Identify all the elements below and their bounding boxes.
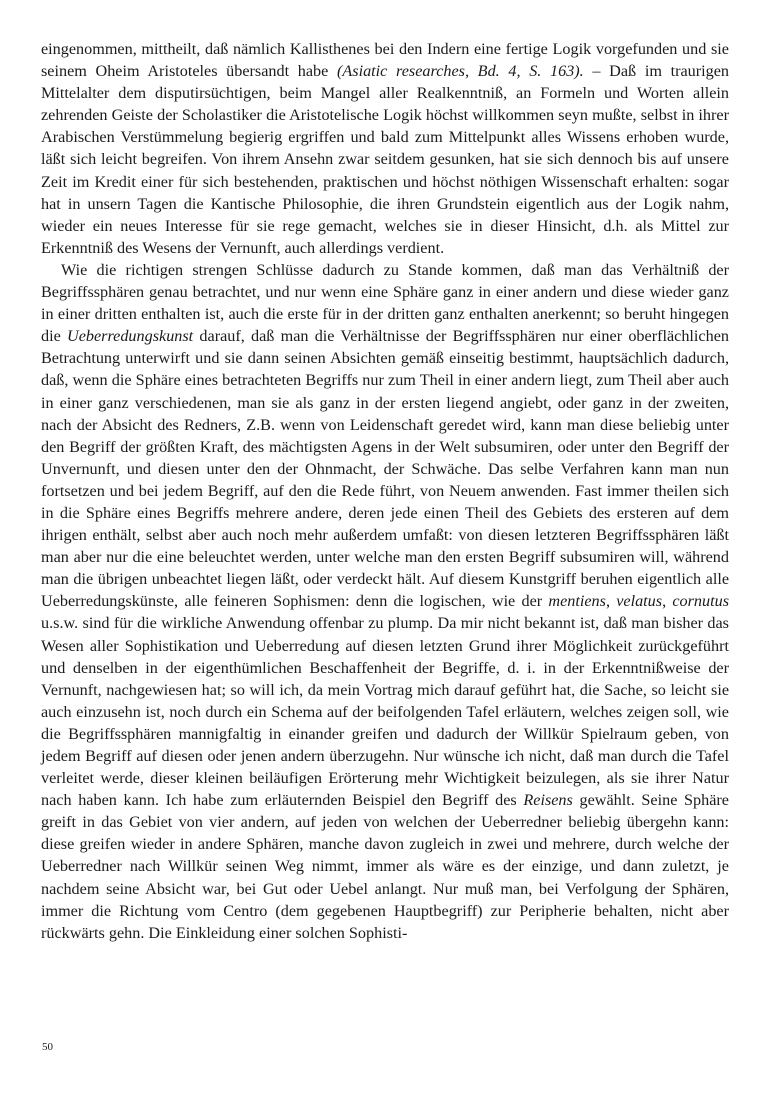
text-run: eingenommen, mittheilt, daß nämlich Kallisthenes bei den Indern eine fertige Logik vorgefunden und sie seinem Oheim Aristoteles übersandt habe xyxy=(41,40,729,81)
page-body xyxy=(41,38,729,944)
text-run: gewählt. Seine Sphäre greift in das Gebiet von vier andern, auf jeden von welchen der Ueberredner beliebig übergehn kann: diese greifen wieder in andere Sphären, manche davon zugleich in zwei und mehrere, durch welche der Ueberredner nach Willkür seinen Weg nimmt, immer als wäre es der einzige, und dann zuletzt, je nachdem seine Absicht war, bei Gut oder Uebel anlangt. Nur muß man, bei Verfolgung der Sphären, immer die Richtung vom Centro (dem gegebenen Hauptbegriff) zur Peripherie behalten, nicht aber rückwärts gehn. Die Einkleidung einer solchen Sophisti- xyxy=(41,791,729,942)
emphasis-italic: velatus xyxy=(616,592,663,611)
text-run: , xyxy=(662,592,673,611)
text-run: darauf, daß man die Verhältnisse der Begriffssphären nur einer oberflächlichen Betrachtung unterwirft und sie dann seinen Absichten gemäß einseitig bestimmt, hauptsächlich dadurch, daß, wenn die Sphäre eines betrachteten Begriffs nur zum Theil in einer andern liegt, zum Theil aber auch in einer ganz verschiedenen, man sie als ganz in der ersten liegend angiebt, oder ganz in der zweiten, nach der Absicht des Redners, Z.B. wenn von Leidenschaft geredet wird, kann man diese beliebig unter den Begriff der größten Kraft, des mächtigsten Agens in der Welt subsumiren, oder unter den Begriff der Unvernunft, und diesen unter den der Ohnmacht, der Schwäche. Das selbe Verfahren kann man nun fortsetzen und bei jedem Begriff, auf den die Rede führt, von Neuem anwenden. Fast immer theilen sich in die Sphäre eines Begriffs mehrere andere, deren jede einen Theil des Gebiets des ersteren auf dem ihrigen enthält, selbst aber auch noch mehr außerdem umfaßt: von diesen letzteren Begriffssphären läßt man aber nur die eine beleuchtet werden, unter welche man den ersten Begriff subsumiren will, während man die übrigen unbeachtet liegen läßt, oder verdeckt hält. Auf diesem Kunstgriff beruhen eigentlich alle Ueberredungskünste, alle feineren Sophismen: denn die logischen, wie der xyxy=(41,327,729,611)
emphasis-italic: mentiens xyxy=(548,592,606,611)
emphasis-italic: Ueberredungskunst xyxy=(67,327,194,346)
paragraph-2 xyxy=(41,259,729,944)
citation-italic: (Asiatic researches, Bd. 4, S. 163). xyxy=(337,62,584,81)
text-run: – Daß im traurigen Mittelalter dem disputirsüchtigen, beim Mangel aller Realkenntniß, an Formeln und Worten allein zehrenden Geiste der Scholastiker die Aristotelische Logik höchst willkommen seyn mußte, selbst in ihrer Arabischen Verstümmelung begierig ergriffen und bald zum Mittelpunkt alles Wissens erhoben wurde, läßt sich leicht begreifen. Von ihrem Ansehn zwar seitdem gesunken, hat sie sich dennoch bis auf unsere Zeit im Kredit einer für sich bestehenden, praktischen und höchst nöthigen Wissenschaft erhalten: sogar hat in unsern Tagen die Kantische Philosophie, die ihren Grundstein eigentlich aus der Logik nahm, wieder ein neues Interesse für sie rege gemacht, welches sie in dieser Hinsicht, d.h. als Mittel zur Erkenntniß des Wesens der Vernunft, auch allerdings verdient. xyxy=(41,62,730,257)
text-run: , xyxy=(605,592,617,611)
emphasis-italic: Reisens xyxy=(523,791,573,810)
text-run: u.s.w. sind für die wirkliche Anwendung offenbar zu plump. Da mir nicht bekannt ist, daß man bisher das Wesen aller Sophistikation und Ueberredung auf diesen letzten Grund ihrer Möglichkeit zurückgeführt und denselben in der eigenthümlichen Beschaffenheit der Begriffe, d. i. in der Erkenntnißweise der Vernunft, nachgewiesen hat; so will ich, da mein Vortrag mich darauf geführt hat, die Sache, so leicht sie auch einzusehn ist, noch durch ein Schema auf der beifolgenden Tafel erläutern, welches zeigen soll, wie die Begriffssphären mannigfaltig in einander greifen und dadurch der Willkür Spielraum geben, von jedem Begriff auf diesen oder jenen andern überzugehn. Nur wünsche ich nicht, daß man durch die Tafel verleitet werde, dieser kleinen beiläufigen Erörterung mehr Wichtigkeit beizulegen, als sie ihrer Natur nach haben kann. Ich habe zum erläuternden Beispiel den Begriff des xyxy=(41,614,729,810)
page-number: 50 xyxy=(42,1041,53,1053)
text-run: Wie die richtigen strengen Schlüsse dadurch zu Stande kommen, daß man das Verhältniß der Begriffssphären genau betrachtet, und nur wenn eine Sphäre ganz in einer andern und diese wieder ganz in einer dritten enthalten ist, auch die erste für in der dritten ganz enthalten anerkennt; so beruht hingegen die xyxy=(41,260,729,346)
paragraph-1 xyxy=(41,38,729,259)
emphasis-italic: cornutus xyxy=(672,592,730,611)
